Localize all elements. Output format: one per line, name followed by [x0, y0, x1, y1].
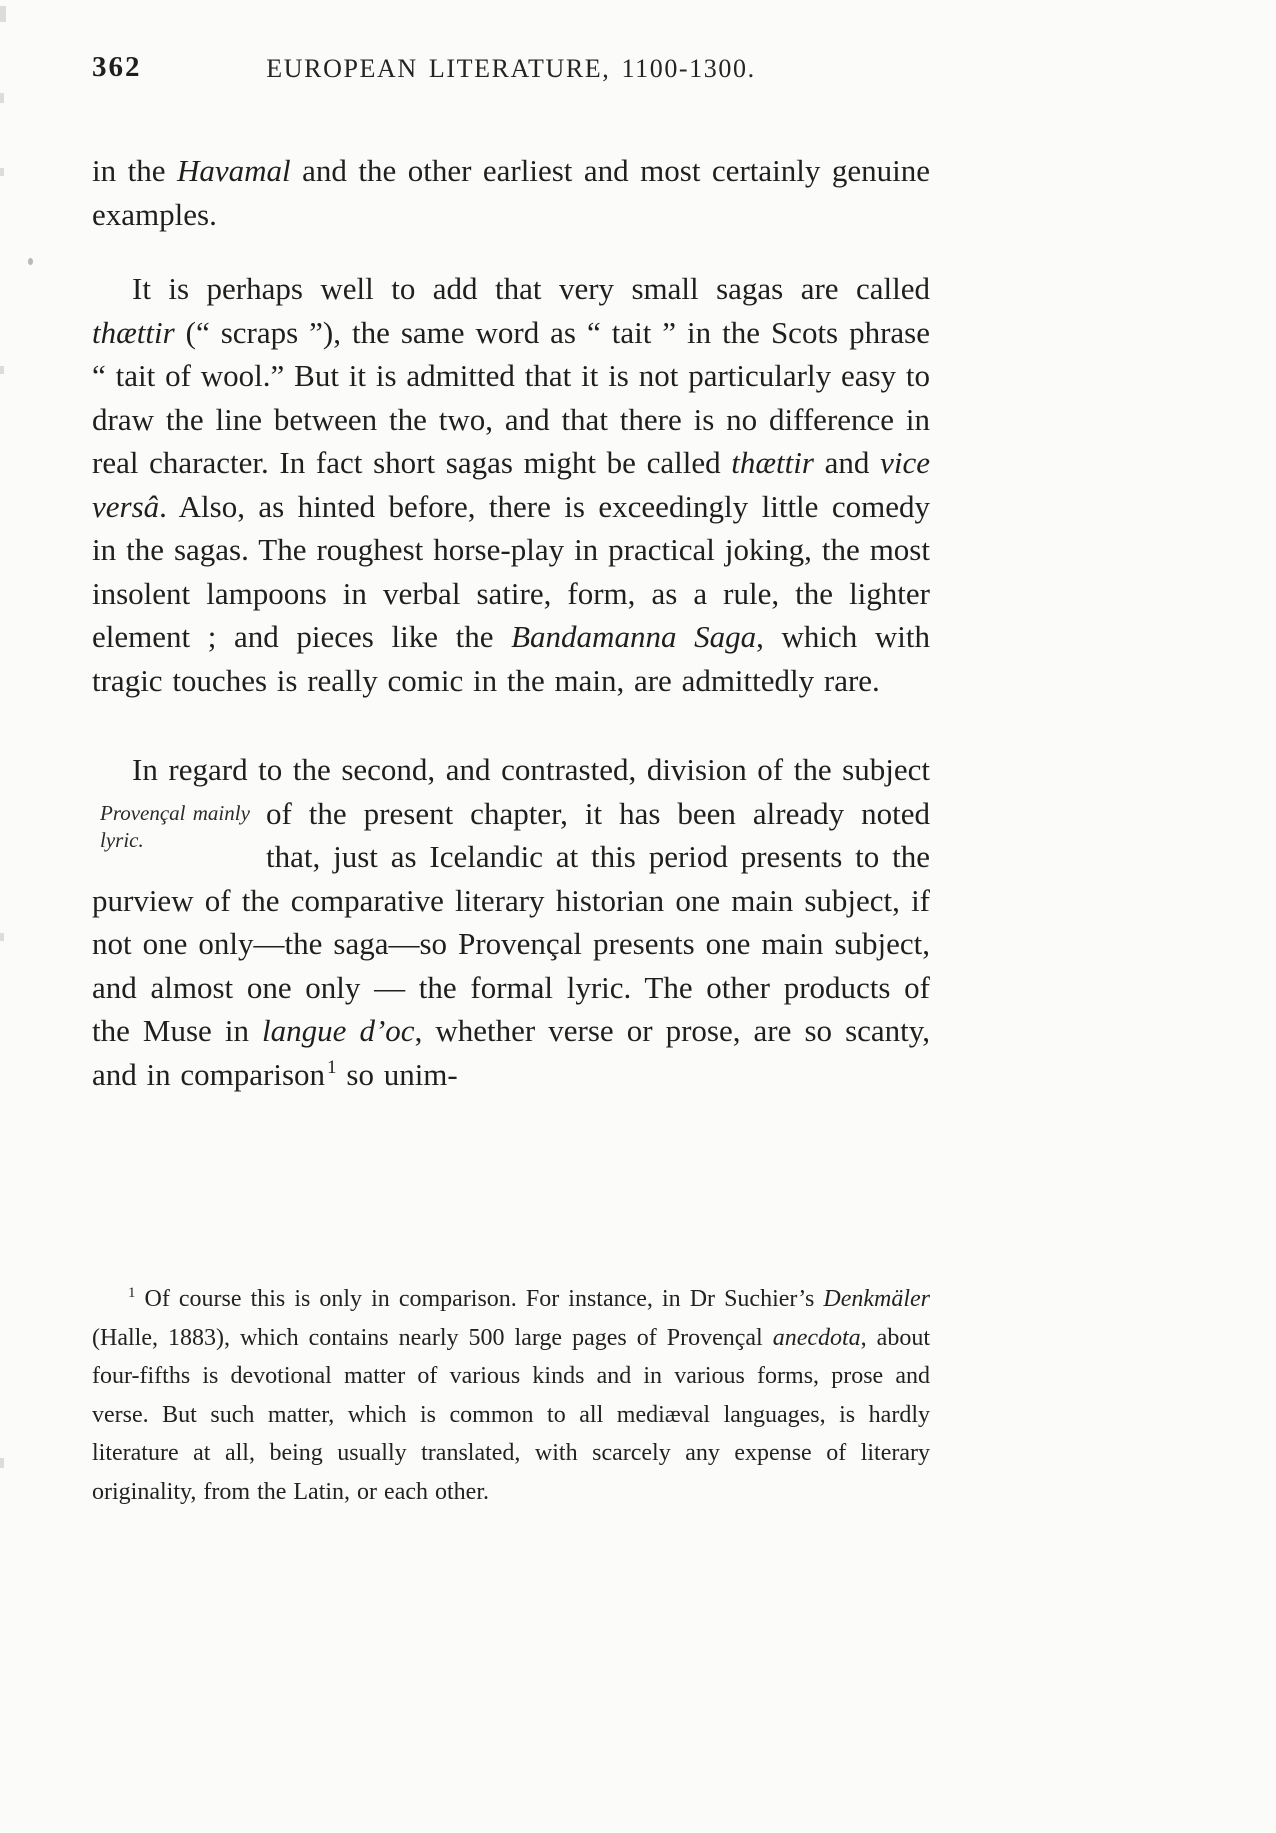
scan-artifact: [0, 6, 6, 22]
page-header: [92, 50, 930, 88]
paragraph-text-rest: noted that, just as Icelandic at this period presents to the purview of the comparative literary historian one main subject, if not one only—the saga—so Provençal presents one main subject, and almost one only — the formal lyric. The other products of the Muse in langue d’oc, whether verse or prose, are so scanty, and in comparison $^1$ so unim-: [92, 795, 930, 1092]
scan-artifact: [0, 933, 4, 941]
scan-artifact: [0, 366, 4, 374]
page-number: 362: [92, 51, 142, 83]
body-text: [92, 118, 930, 1127]
margin-note: Provençal mainly lyric.: [100, 800, 250, 852]
running-title: EUROPEAN LITERATURE, 1100-1300.: [266, 54, 756, 83]
scan-artifact: [0, 93, 4, 103]
footnote-text: $^1$ Of course this is only in comparison. For instance, in Dr Suchier’s Denkmäler (Halle, 1883), which contains nearly 500 large pages of Provençal anecdota, about four-fifths is devotional matter of various kinds and in various forms, prose and verse. But such matter, which is common to all mediæval languages, is hardly literature at all, being usually translated, with scarcely any expense of literary originality, from the Latin, or each other.: [92, 1285, 930, 1505]
footnote-block: [92, 1256, 930, 1535]
paragraph-provencal: [92, 748, 930, 1096]
paragraph-thaettir: It is perhaps well to add that very small sagas are called thættir (“ scraps ”), the same word as “ tait ” in the Scots phrase “ tait of wool.” But it is admitted that it is not particularly easy to draw the line between the two, and that there is no difference in real character. In fact short sagas might be called thættir and vice versâ. Also, as hinted before, there is exceedingly little comedy in the sagas. The roughest horse-play in practical joking, the most insolent lampoons in verbal satire, form, as a rule, the lighter element ; and pieces like the Bandamanna Saga, which with tragic touches is really comic in the main, are admittedly rare.: [92, 271, 930, 698]
paragraph-continuation: in the Havamal and the other earliest and most certainly genuine examples.: [92, 153, 930, 232]
scan-artifact: [0, 168, 4, 176]
scan-artifact: [28, 258, 33, 265]
paragraph-text-lead: In regard to the second, and contrasted, division of the subject of the present chapter, it has been already: [132, 752, 930, 831]
scan-artifact: [0, 1458, 4, 1468]
